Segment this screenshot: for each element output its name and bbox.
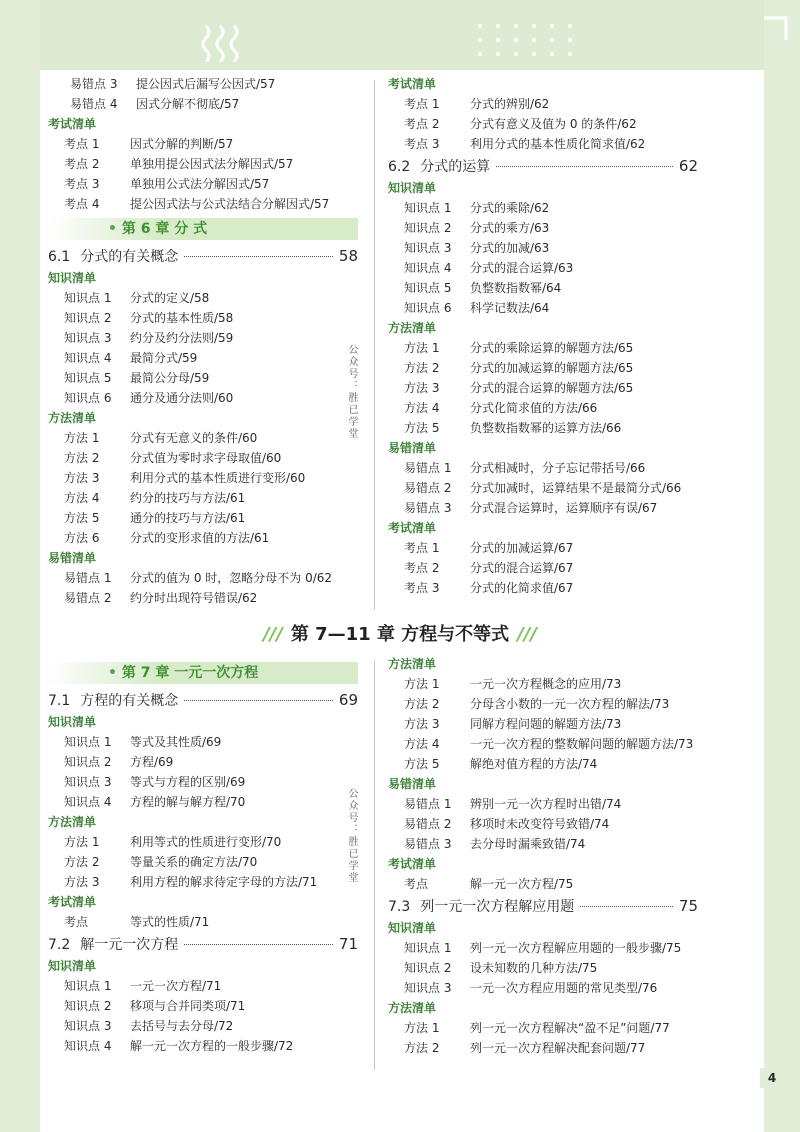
banner-title: 第 7—11 章 方程与不等式 [290, 624, 510, 645]
toc-page [40, 70, 760, 1070]
entry-text: 分式有意义及值为 0 的条件/62 [470, 117, 637, 131]
toc-entry[interactable] [48, 792, 358, 812]
entry-label: 易错点 1 [404, 797, 452, 811]
toc-subheading: 易错清单 [388, 777, 437, 791]
entry-label: 方法 4 [404, 737, 440, 751]
toc-entry[interactable] [388, 754, 698, 774]
decor-dot [568, 24, 572, 28]
entry-label: 知识点 3 [404, 981, 452, 995]
dot-leader [184, 700, 333, 701]
entry-text: 利用等式的性质进行变形/70 [130, 835, 282, 849]
entry-text: 等式的性质/71 [130, 915, 210, 929]
toc-subheading: 方法清单 [388, 1001, 437, 1015]
dot-leader [496, 166, 673, 167]
entry-label: 易错点 4 [70, 97, 118, 111]
toc-entry[interactable] [48, 976, 358, 996]
decor-dot [478, 24, 482, 28]
decor-dot [568, 52, 572, 56]
toc-entry[interactable] [388, 338, 698, 358]
entry-text: 最简分式/59 [130, 351, 198, 365]
entry-text: 解绝对值方程的方法/74 [470, 757, 598, 771]
entry-text: 负整数指数幂的运算方法/66 [470, 421, 622, 435]
toc-column-left-bottom [48, 658, 358, 1056]
chapter-heading [48, 662, 358, 684]
entry-text: 通分及通分法则/60 [130, 391, 234, 405]
entry-label: 易错点 3 [404, 837, 452, 851]
toc-entry[interactable] [388, 558, 698, 578]
toc-entry[interactable] [48, 732, 358, 752]
chapter-heading [48, 218, 358, 240]
toc-entry[interactable] [48, 468, 358, 488]
entry-text: 分式化简求值的方法/66 [470, 401, 598, 415]
chapter-bullet-icon: • [108, 665, 122, 681]
toc-subheading: 考试清单 [48, 895, 97, 909]
toc-entry[interactable] [388, 714, 698, 734]
entry-text: 科学记数法/64 [470, 301, 550, 315]
chapter-title: 第 7 章 一元一次方程 [121, 665, 259, 681]
toc-entry[interactable] [48, 348, 358, 368]
toc-column-right-top [388, 74, 698, 598]
toc-entry[interactable] [48, 488, 358, 508]
toc-entry[interactable] [388, 734, 698, 754]
entry-text: 分式的混合运算的解题方法/65 [470, 381, 634, 395]
decor-dot [496, 52, 500, 56]
toc-entry[interactable] [48, 94, 358, 114]
toc-entry[interactable] [388, 298, 698, 318]
entry-label: 考点 3 [404, 581, 440, 595]
entry-label: 考点 [404, 877, 429, 891]
entry-label: 易错点 3 [70, 77, 118, 91]
entry-text: 去括号与去分母/72 [130, 1019, 234, 1033]
section-title: 列一元一次方程解应用题 [420, 899, 575, 915]
entry-text: 一元一次方程概念的应用/73 [470, 677, 622, 691]
section-number: 7.1 [48, 693, 71, 709]
entry-text: 移项时未改变符号致错/74 [470, 817, 610, 831]
toc-entry[interactable] [388, 674, 698, 694]
toc-subheading: 方法清单 [48, 815, 97, 829]
decor-dot [532, 52, 536, 56]
entry-label: 方法 5 [404, 757, 440, 771]
toc-entry[interactable] [48, 508, 358, 528]
toc-entry[interactable] [388, 538, 698, 558]
dot-leader [184, 944, 333, 945]
entry-label: 知识点 2 [404, 221, 452, 235]
toc-entry[interactable] [388, 218, 698, 238]
entry-label: 易错点 2 [64, 591, 112, 605]
entry-label: 知识点 6 [64, 391, 112, 405]
toc-entry[interactable] [48, 528, 358, 548]
entry-label: 考点 3 [64, 177, 100, 191]
toc-entry[interactable] [48, 772, 358, 792]
entry-text: 分式的辨别/62 [470, 97, 550, 111]
section-entry[interactable] [48, 244, 358, 268]
section-entry[interactable] [388, 154, 698, 178]
entry-label: 方法 3 [64, 471, 100, 485]
entry-label: 知识点 1 [64, 735, 112, 749]
toc-entry[interactable] [48, 996, 358, 1016]
toc-subheading: 方法清单 [48, 411, 97, 425]
entry-label: 考点 2 [404, 117, 440, 131]
toc-entry[interactable] [388, 134, 698, 154]
entry-label: 易错点 1 [64, 571, 112, 585]
decor-dot [550, 24, 554, 28]
toc-entry[interactable] [388, 398, 698, 418]
toc-entry[interactable] [48, 194, 358, 214]
toc-entry[interactable] [388, 578, 698, 598]
entry-text: 分式加减时，运算结果不是最简分式/66 [470, 481, 682, 495]
toc-entry[interactable] [388, 198, 698, 218]
entry-label: 方法 3 [404, 717, 440, 731]
toc-entry[interactable] [388, 378, 698, 398]
dot-grid-decor [478, 24, 588, 64]
squiggle-decor-icon [200, 22, 250, 62]
toc-entry[interactable] [388, 94, 698, 114]
decor-dot [568, 38, 572, 42]
toc-entry[interactable] [48, 174, 358, 194]
entry-text: 分母含小数的一元一次方程的解法/73 [470, 697, 670, 711]
entry-label: 考点 4 [64, 197, 100, 211]
entry-text: 分式的混合运算/63 [470, 261, 574, 275]
entry-label: 考点 2 [404, 561, 440, 575]
toc-subheading: 考试清单 [388, 521, 437, 535]
section-entry[interactable] [388, 894, 698, 918]
entry-text: 分式的加减运算的解题方法/65 [470, 361, 634, 375]
entry-text: 分式的乘除/62 [470, 201, 550, 215]
entry-label: 方法 1 [404, 1021, 440, 1035]
section-title: 分式的运算 [420, 159, 491, 175]
entry-label: 知识点 4 [64, 1039, 112, 1053]
entry-text: 利用分式的基本性质化简求值/62 [470, 137, 646, 151]
section-number: 7.3 [388, 899, 411, 915]
toc-subheading: 知识清单 [388, 921, 437, 935]
entry-text: 解一元一次方程/75 [470, 877, 574, 891]
toc-column-right-bottom [388, 654, 698, 1058]
entry-text: 单独用提公因式法分解因式/57 [130, 157, 294, 171]
entry-text: 分式的定义/58 [130, 291, 210, 305]
section-entry[interactable] [48, 688, 358, 712]
entry-label: 知识点 1 [404, 201, 452, 215]
chapter-bullet-icon: • [108, 221, 122, 237]
entry-text: 设未知数的几种方法/75 [470, 961, 598, 975]
entry-text: 提公因式后漏写公因式/57 [136, 77, 276, 91]
section-page: 71 [338, 935, 358, 953]
entry-label: 知识点 2 [64, 999, 112, 1013]
entry-label: 考点 2 [64, 157, 100, 171]
decor-dot [550, 38, 554, 42]
banner-slash-right: /// [517, 624, 537, 645]
entry-label: 方法 2 [404, 697, 440, 711]
entry-text: 等量关系的确定方法/70 [130, 855, 258, 869]
entry-text: 因式分解的判断/57 [130, 137, 234, 151]
entry-text: 分式的混合运算/67 [470, 561, 574, 575]
toc-entry[interactable] [388, 418, 698, 438]
entry-label: 知识点 3 [404, 241, 452, 255]
entry-text: 约分及约分法则/59 [130, 331, 234, 345]
entry-label: 方法 2 [404, 361, 440, 375]
entry-text: 同解方程问题的解题方法/73 [470, 717, 622, 731]
dot-leader [580, 906, 673, 907]
toc-entry[interactable] [48, 588, 358, 608]
toc-entry[interactable] [388, 958, 698, 978]
toc-entry[interactable] [388, 238, 698, 258]
entry-label: 考点 3 [404, 137, 440, 151]
toc-entry[interactable] [388, 938, 698, 958]
section-number: 6.1 [48, 249, 71, 265]
toc-entry[interactable] [48, 1016, 358, 1036]
entry-text: 利用方程的解求待定字母的方法/71 [130, 875, 318, 889]
entry-text: 最简公分母/59 [130, 371, 210, 385]
entry-text: 负整数指数幂/64 [470, 281, 562, 295]
entry-text: 分式值为零时求字母取值/60 [130, 451, 282, 465]
top-decor-band [0, 0, 800, 70]
toc-subheading: 考试清单 [388, 77, 437, 91]
section-number: 7.2 [48, 937, 71, 953]
toc-entry[interactable] [388, 834, 698, 854]
banner-slash-left: /// [263, 624, 283, 645]
entry-label: 知识点 3 [64, 1019, 112, 1033]
decor-dot [532, 38, 536, 42]
entry-text: 分式的变形求值的方法/61 [130, 531, 270, 545]
entry-label: 知识点 5 [64, 371, 112, 385]
entry-text: 分式的基本性质/58 [130, 311, 234, 325]
toc-entry[interactable] [48, 832, 358, 852]
entry-text: 列一元一次方程解决配套问题/77 [470, 1041, 646, 1055]
entry-label: 易错点 3 [404, 501, 452, 515]
decor-dot [496, 38, 500, 42]
decor-dot [514, 38, 518, 42]
section-page: 62 [678, 157, 698, 175]
entry-text: 分式的加减运算/67 [470, 541, 574, 555]
entry-text: 分式的乘方/63 [470, 221, 550, 235]
decor-dot [514, 24, 518, 28]
corner-bracket-icon [760, 14, 790, 44]
toc-entry[interactable] [48, 288, 358, 308]
entry-text: 分式的加减/63 [470, 241, 550, 255]
toc-entry[interactable] [388, 978, 698, 998]
entry-text: 约分时出现符号错误/62 [130, 591, 258, 605]
toc-entry[interactable] [48, 752, 358, 772]
toc-subheading: 方法清单 [388, 321, 437, 335]
toc-entry[interactable] [388, 114, 698, 134]
entry-text: 提公因式法与公式法结合分解因式/57 [130, 197, 330, 211]
toc-entry[interactable] [388, 694, 698, 714]
entry-text: 分式的乘除运算的解题方法/65 [470, 341, 634, 355]
toc-entry[interactable] [48, 872, 358, 892]
entry-text: 约分的技巧与方法/61 [130, 491, 246, 505]
toc-entry[interactable] [388, 874, 698, 894]
entry-text: 分式的值为 0 时，忽略分母不为 0/62 [130, 571, 333, 585]
entry-label: 方法 1 [404, 341, 440, 355]
entry-label: 方法 2 [404, 1041, 440, 1055]
toc-subheading: 知识清单 [48, 959, 97, 973]
entry-label: 知识点 5 [404, 281, 452, 295]
entry-label: 知识点 4 [64, 795, 112, 809]
entry-label: 知识点 3 [64, 775, 112, 789]
entry-text: 一元一次方程/71 [130, 979, 222, 993]
toc-entry[interactable] [48, 154, 358, 174]
entry-label: 方法 3 [64, 875, 100, 889]
decor-dot [514, 52, 518, 56]
toc-entry[interactable] [48, 852, 358, 872]
toc-entry[interactable] [48, 428, 358, 448]
entry-label: 方法 4 [404, 401, 440, 415]
toc-entry[interactable] [388, 458, 698, 478]
toc-subheading: 考试清单 [388, 857, 437, 871]
entry-label: 知识点 3 [64, 331, 112, 345]
entry-label: 方法 1 [64, 835, 100, 849]
entry-label: 知识点 6 [404, 301, 452, 315]
left-decor-band [0, 0, 40, 1132]
entry-text: 方程/69 [130, 755, 174, 769]
entry-label: 知识点 1 [64, 979, 112, 993]
entry-label: 方法 2 [64, 855, 100, 869]
toc-entry[interactable] [388, 278, 698, 298]
toc-entry[interactable] [388, 258, 698, 278]
entry-label: 考点 1 [64, 137, 100, 151]
entry-text: 去分母时漏乘致错/74 [470, 837, 586, 851]
entry-text: 解一元一次方程的一般步骤/72 [130, 1039, 294, 1053]
toc-entry[interactable] [388, 794, 698, 814]
entry-text: 列一元一次方程解应用题的一般步骤/75 [470, 941, 682, 955]
column-divider [374, 80, 375, 610]
entry-text: 通分的技巧与方法/61 [130, 511, 246, 525]
entry-label: 方法 3 [404, 381, 440, 395]
toc-entry[interactable] [48, 568, 358, 588]
entry-label: 考点 1 [404, 97, 440, 111]
section-title: 解一元一次方程 [80, 937, 179, 953]
toc-column-left-top [48, 74, 358, 608]
entry-text: 一元一次方程应用题的常见类型/76 [470, 981, 658, 995]
toc-entry[interactable] [48, 134, 358, 154]
section-title: 方程的有关概念 [80, 693, 179, 709]
column-divider-bottom [374, 660, 375, 1070]
toc-entry[interactable] [388, 1038, 698, 1058]
entry-label: 方法 1 [64, 431, 100, 445]
entry-label: 方法 5 [404, 421, 440, 435]
decor-dot [478, 52, 482, 56]
toc-entry[interactable] [48, 448, 358, 468]
entry-label: 知识点 4 [64, 351, 112, 365]
entry-text: 一元一次方程的整数解问题的解题方法/73 [470, 737, 694, 751]
toc-subheading: 方法清单 [388, 657, 437, 671]
entry-text: 分式相减时，分子忘记带括号/66 [470, 461, 646, 475]
entry-label: 知识点 2 [64, 311, 112, 325]
side-note: 公众号：胜已学堂 [346, 344, 357, 440]
toc-entry[interactable] [48, 74, 358, 94]
toc-entry[interactable] [48, 912, 358, 932]
entry-label: 知识点 2 [404, 961, 452, 975]
part-banner [40, 618, 760, 652]
entry-text: 因式分解不彻底/57 [136, 97, 240, 111]
entry-label: 方法 1 [404, 677, 440, 691]
toc-entry[interactable] [48, 368, 358, 388]
entry-text: 辨别一元一次方程时出错/74 [470, 797, 622, 811]
toc-entry[interactable] [388, 498, 698, 518]
decor-dot [532, 24, 536, 28]
section-title: 分式的有关概念 [80, 249, 179, 265]
decor-dot [496, 24, 500, 28]
entry-label: 方法 4 [64, 491, 100, 505]
entry-label: 方法 2 [64, 451, 100, 465]
toc-subheading: 知识清单 [388, 181, 437, 195]
dot-leader [184, 256, 333, 257]
page-number: 4 [760, 1068, 784, 1088]
decor-dot [478, 38, 482, 42]
toc-subheading: 知识清单 [48, 271, 97, 285]
entry-label: 易错点 2 [404, 481, 452, 495]
entry-label: 方法 5 [64, 511, 100, 525]
chapter-title: 第 6 章 分 式 [121, 221, 208, 237]
section-page: 75 [678, 897, 698, 915]
entry-label: 考点 1 [404, 541, 440, 555]
entry-label: 易错点 2 [404, 817, 452, 831]
toc-entry[interactable] [48, 388, 358, 408]
toc-entry[interactable] [388, 478, 698, 498]
toc-entry[interactable] [388, 1018, 698, 1038]
toc-entry[interactable] [388, 814, 698, 834]
right-decor-band [764, 0, 800, 1132]
entry-text: 单独用公式法分解因式/57 [130, 177, 270, 191]
entry-label: 知识点 4 [404, 261, 452, 275]
side-note-bottom: 公众号：胜已学堂 [346, 788, 357, 884]
entry-label: 方法 6 [64, 531, 100, 545]
toc-entry[interactable] [48, 1036, 358, 1056]
entry-text: 分式的化简求值/67 [470, 581, 574, 595]
toc-entry[interactable] [388, 358, 698, 378]
entry-text: 方程的解与解方程/70 [130, 795, 246, 809]
entry-label: 知识点 1 [404, 941, 452, 955]
entry-text: 利用分式的基本性质进行变形/60 [130, 471, 306, 485]
section-entry[interactable] [48, 932, 358, 956]
entry-label: 考点 [64, 915, 89, 929]
toc-subheading: 考试清单 [48, 117, 97, 131]
entry-text: 等式及其性质/69 [130, 735, 222, 749]
entry-text: 分式混合运算时，运算顺序有误/67 [470, 501, 658, 515]
toc-subheading: 知识清单 [48, 715, 97, 729]
toc-entry[interactable] [48, 328, 358, 348]
section-number: 6.2 [388, 159, 411, 175]
entry-text: 分式有无意义的条件/60 [130, 431, 258, 445]
entry-text: 移项与合并同类项/71 [130, 999, 246, 1013]
section-page: 58 [338, 247, 358, 265]
entry-label: 易错点 1 [404, 461, 452, 475]
section-page: 69 [338, 691, 358, 709]
entry-text: 列一元一次方程解决“盈不足”问题/77 [470, 1021, 670, 1035]
toc-entry[interactable] [48, 308, 358, 328]
decor-dot [550, 52, 554, 56]
entry-text: 等式与方程的区别/69 [130, 775, 246, 789]
entry-label: 知识点 1 [64, 291, 112, 305]
toc-subheading: 易错清单 [388, 441, 437, 455]
entry-label: 知识点 2 [64, 755, 112, 769]
toc-subheading: 易错清单 [48, 551, 97, 565]
